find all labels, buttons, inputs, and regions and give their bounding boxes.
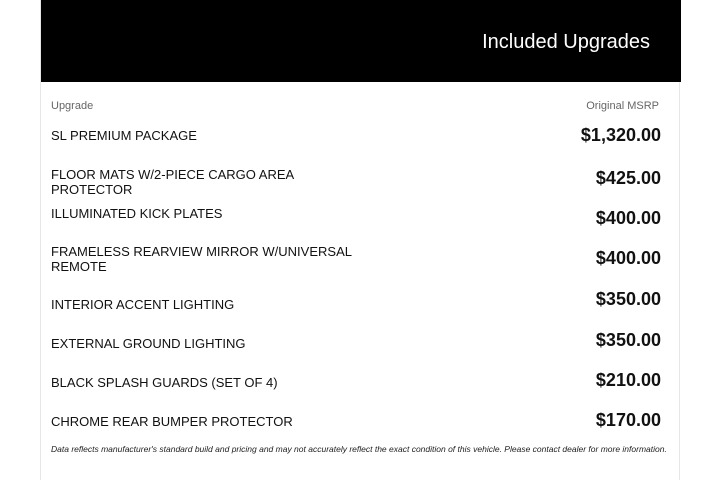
list-item [41, 289, 681, 337]
upgrades-card [40, 0, 680, 480]
upgrade-price: $400.00 [595, 248, 661, 268]
upgrade-name: ILLUMINATED KICK PLATES [51, 206, 223, 221]
upgrade-name: FLOOR MATS W/2-PIECE CARGO AREA PROTECTOR [51, 167, 294, 197]
column-header-upgrade: Upgrade [51, 100, 94, 112]
list-item [41, 167, 681, 207]
upgrade-name: INTERIOR ACCENT LIGHTING [51, 297, 235, 312]
upgrade-price: $400.00 [595, 208, 661, 228]
upgrade-price: $1,320.00 [580, 125, 661, 145]
header-title: Included Upgrades [482, 31, 650, 53]
upgrade-name: FRAMELESS REARVIEW MIRROR W/UNIVERSAL REMOTE [51, 244, 352, 274]
list-item [41, 125, 681, 168]
upgrade-name: SL PREMIUM PACKAGE [51, 128, 197, 143]
list-item [41, 244, 681, 284]
upgrade-name: EXTERNAL GROUND LIGHTING [51, 336, 246, 351]
upgrade-price: $350.00 [595, 330, 661, 350]
upgrade-name: CHROME REAR BUMPER PROTECTOR [51, 414, 293, 429]
upgrades-header [41, 0, 681, 82]
upgrade-price: $350.00 [595, 289, 661, 309]
upgrade-price: $170.00 [595, 410, 661, 430]
disclaimer-text: Data reflects manufacturer's standard build and pricing and may not accurately reflect the exact condition of this vehicle. Please contact dealer for more information. [51, 444, 667, 454]
list-item [41, 370, 681, 415]
list-item [41, 330, 681, 376]
upgrade-price: $425.00 [595, 168, 661, 188]
upgrade-name: BLACK SPLASH GUARDS (SET OF 4) [51, 375, 278, 390]
list-item [41, 206, 681, 246]
upgrade-price: $210.00 [595, 370, 661, 390]
column-header-msrp: Original MSRP [586, 100, 659, 112]
